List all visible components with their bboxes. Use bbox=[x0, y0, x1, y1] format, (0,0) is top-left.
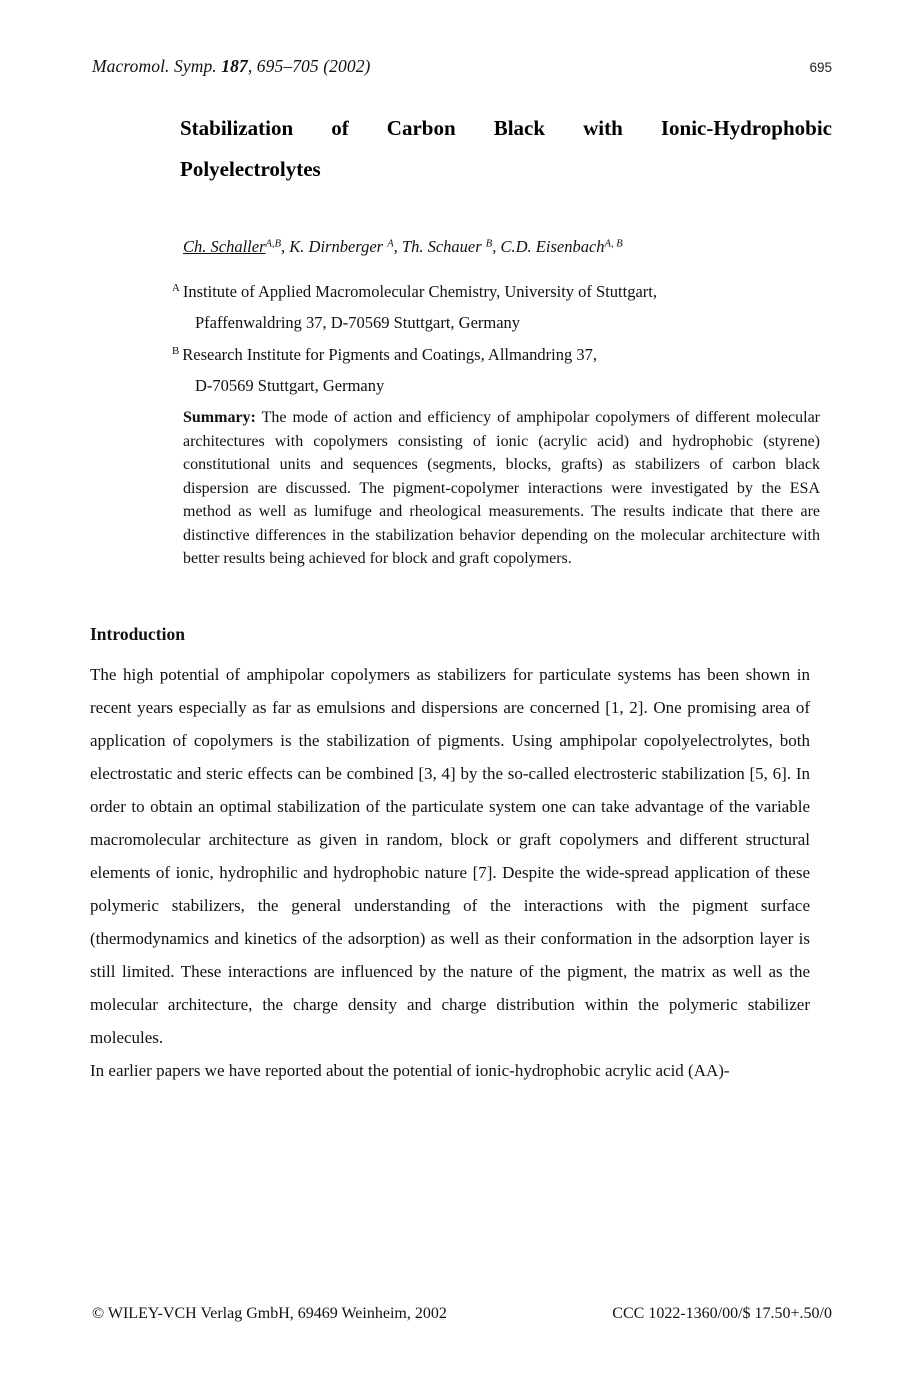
page-footer bbox=[92, 1305, 832, 1323]
body-text bbox=[90, 658, 810, 1087]
paragraph-2: In earlier papers we have reported about the potential of ionic-hydrophobic acrylic acid (AA)- bbox=[90, 1061, 730, 1080]
affiliation-line-1: Research Institute for Pigments and Coatings, Allmandring 37, bbox=[182, 345, 597, 364]
affiliation-line-2: Pfaffenwaldring 37, D-70569 Stuttgart, Germany bbox=[195, 313, 521, 332]
affiliation-item bbox=[172, 339, 852, 401]
summary-text: The mode of action and efficiency of amphipolar copolymers of different molecular architectures with copolymers consisting of ionic (acrylic acid) and hydrophobic (styrene) constitutional units and sequences (segments, blocks, grafts) as stabilizers of carbon black dispersion are discussed. The pigment-copolymer interactions were investigated by the ESA method as well as lumifuge and rheological measurements. The results indicate that there are distinctive differences in the stabilization behavior depending on the molecular architecture with better results being achieved for block and graft copolymers. bbox=[183, 409, 820, 567]
author-list bbox=[183, 236, 843, 258]
author-affiliation-marker-2: A bbox=[387, 238, 394, 250]
copyright-notice: © WILEY-VCH Verlag GmbH, 69469 Weinheim, 2002 bbox=[92, 1305, 447, 1322]
journal-pages-year: , 695–705 (2002) bbox=[247, 56, 371, 76]
author-separator-1: , bbox=[281, 237, 290, 256]
affiliation-marker: B bbox=[172, 345, 180, 358]
paragraph-1: The high potential of amphipolar copolymers as stabilizers for particulate systems has been shown in recent years especially as far as emulsions and dispersions are concerned [1, 2]. One promising area of application of copolymers is the stabilization of pigments. Using amphipolar copolyelectrolytes, both electrostatic and steric effects can be combined [3, 4] by the so-called electrosteric stabilization [5, 6]. In order to obtain an optimal stabilization of the particulate system one can take advantage of the variable macromolecular architecture as given in random, block or graft copolymers and different structural elements of ionic, hydrophilic and hydrophobic nature [7]. Despite the wide-spread application of these polymeric stabilizers, the general understanding of the interactions with the pigment surface (thermodynamics and kinetics of the adsorption) as well as their conformation in the adsorption layer is still limited. These interactions are influenced by the nature of the pigment, the matrix as well as the molecular architecture, the charge density and charge distribution within the polymeric stabilizer molecules. bbox=[90, 665, 810, 1047]
summary-label: Summary: bbox=[183, 409, 256, 426]
title-line-2: Polyelectrolytes bbox=[180, 157, 321, 181]
affiliation-marker: A bbox=[172, 282, 180, 295]
author-name-3: Th. Schauer bbox=[401, 237, 482, 256]
article-title bbox=[180, 108, 832, 190]
affiliation-list bbox=[172, 276, 852, 402]
section-heading-introduction: Introduction bbox=[90, 624, 185, 644]
author-affiliation-marker-1: A,B bbox=[265, 238, 282, 250]
author-name-4: C.D. Eisenbach bbox=[500, 237, 605, 256]
title-line-1: Stabilization of Carbon Black with Ionic-Hydrophobic bbox=[180, 116, 832, 140]
page-number: 695 bbox=[809, 60, 832, 75]
author-name-1: Ch. Schaller bbox=[183, 237, 266, 256]
author-affiliation-marker-3: B bbox=[485, 238, 493, 250]
affiliation-item bbox=[172, 276, 852, 338]
journal-volume: 187 bbox=[221, 56, 248, 76]
affiliation-line-2: D-70569 Stuttgart, Germany bbox=[195, 376, 385, 395]
author-name-2: K. Dirnberger bbox=[289, 237, 384, 256]
author-separator-2: , bbox=[393, 237, 402, 256]
author-affiliation-marker-4: A, B bbox=[604, 238, 623, 250]
summary-abstract bbox=[183, 406, 820, 571]
journal-reference bbox=[92, 56, 370, 77]
ccc-code: CCC 1022-1360/00/$ 17.50+.50/0 bbox=[612, 1305, 832, 1322]
journal-name: Macromol. Symp. bbox=[92, 56, 217, 76]
running-head bbox=[92, 56, 832, 80]
affiliation-line-1: Institute of Applied Macromolecular Chemistry, University of Stuttgart, bbox=[182, 282, 657, 301]
author-separator-3: , bbox=[492, 237, 501, 256]
